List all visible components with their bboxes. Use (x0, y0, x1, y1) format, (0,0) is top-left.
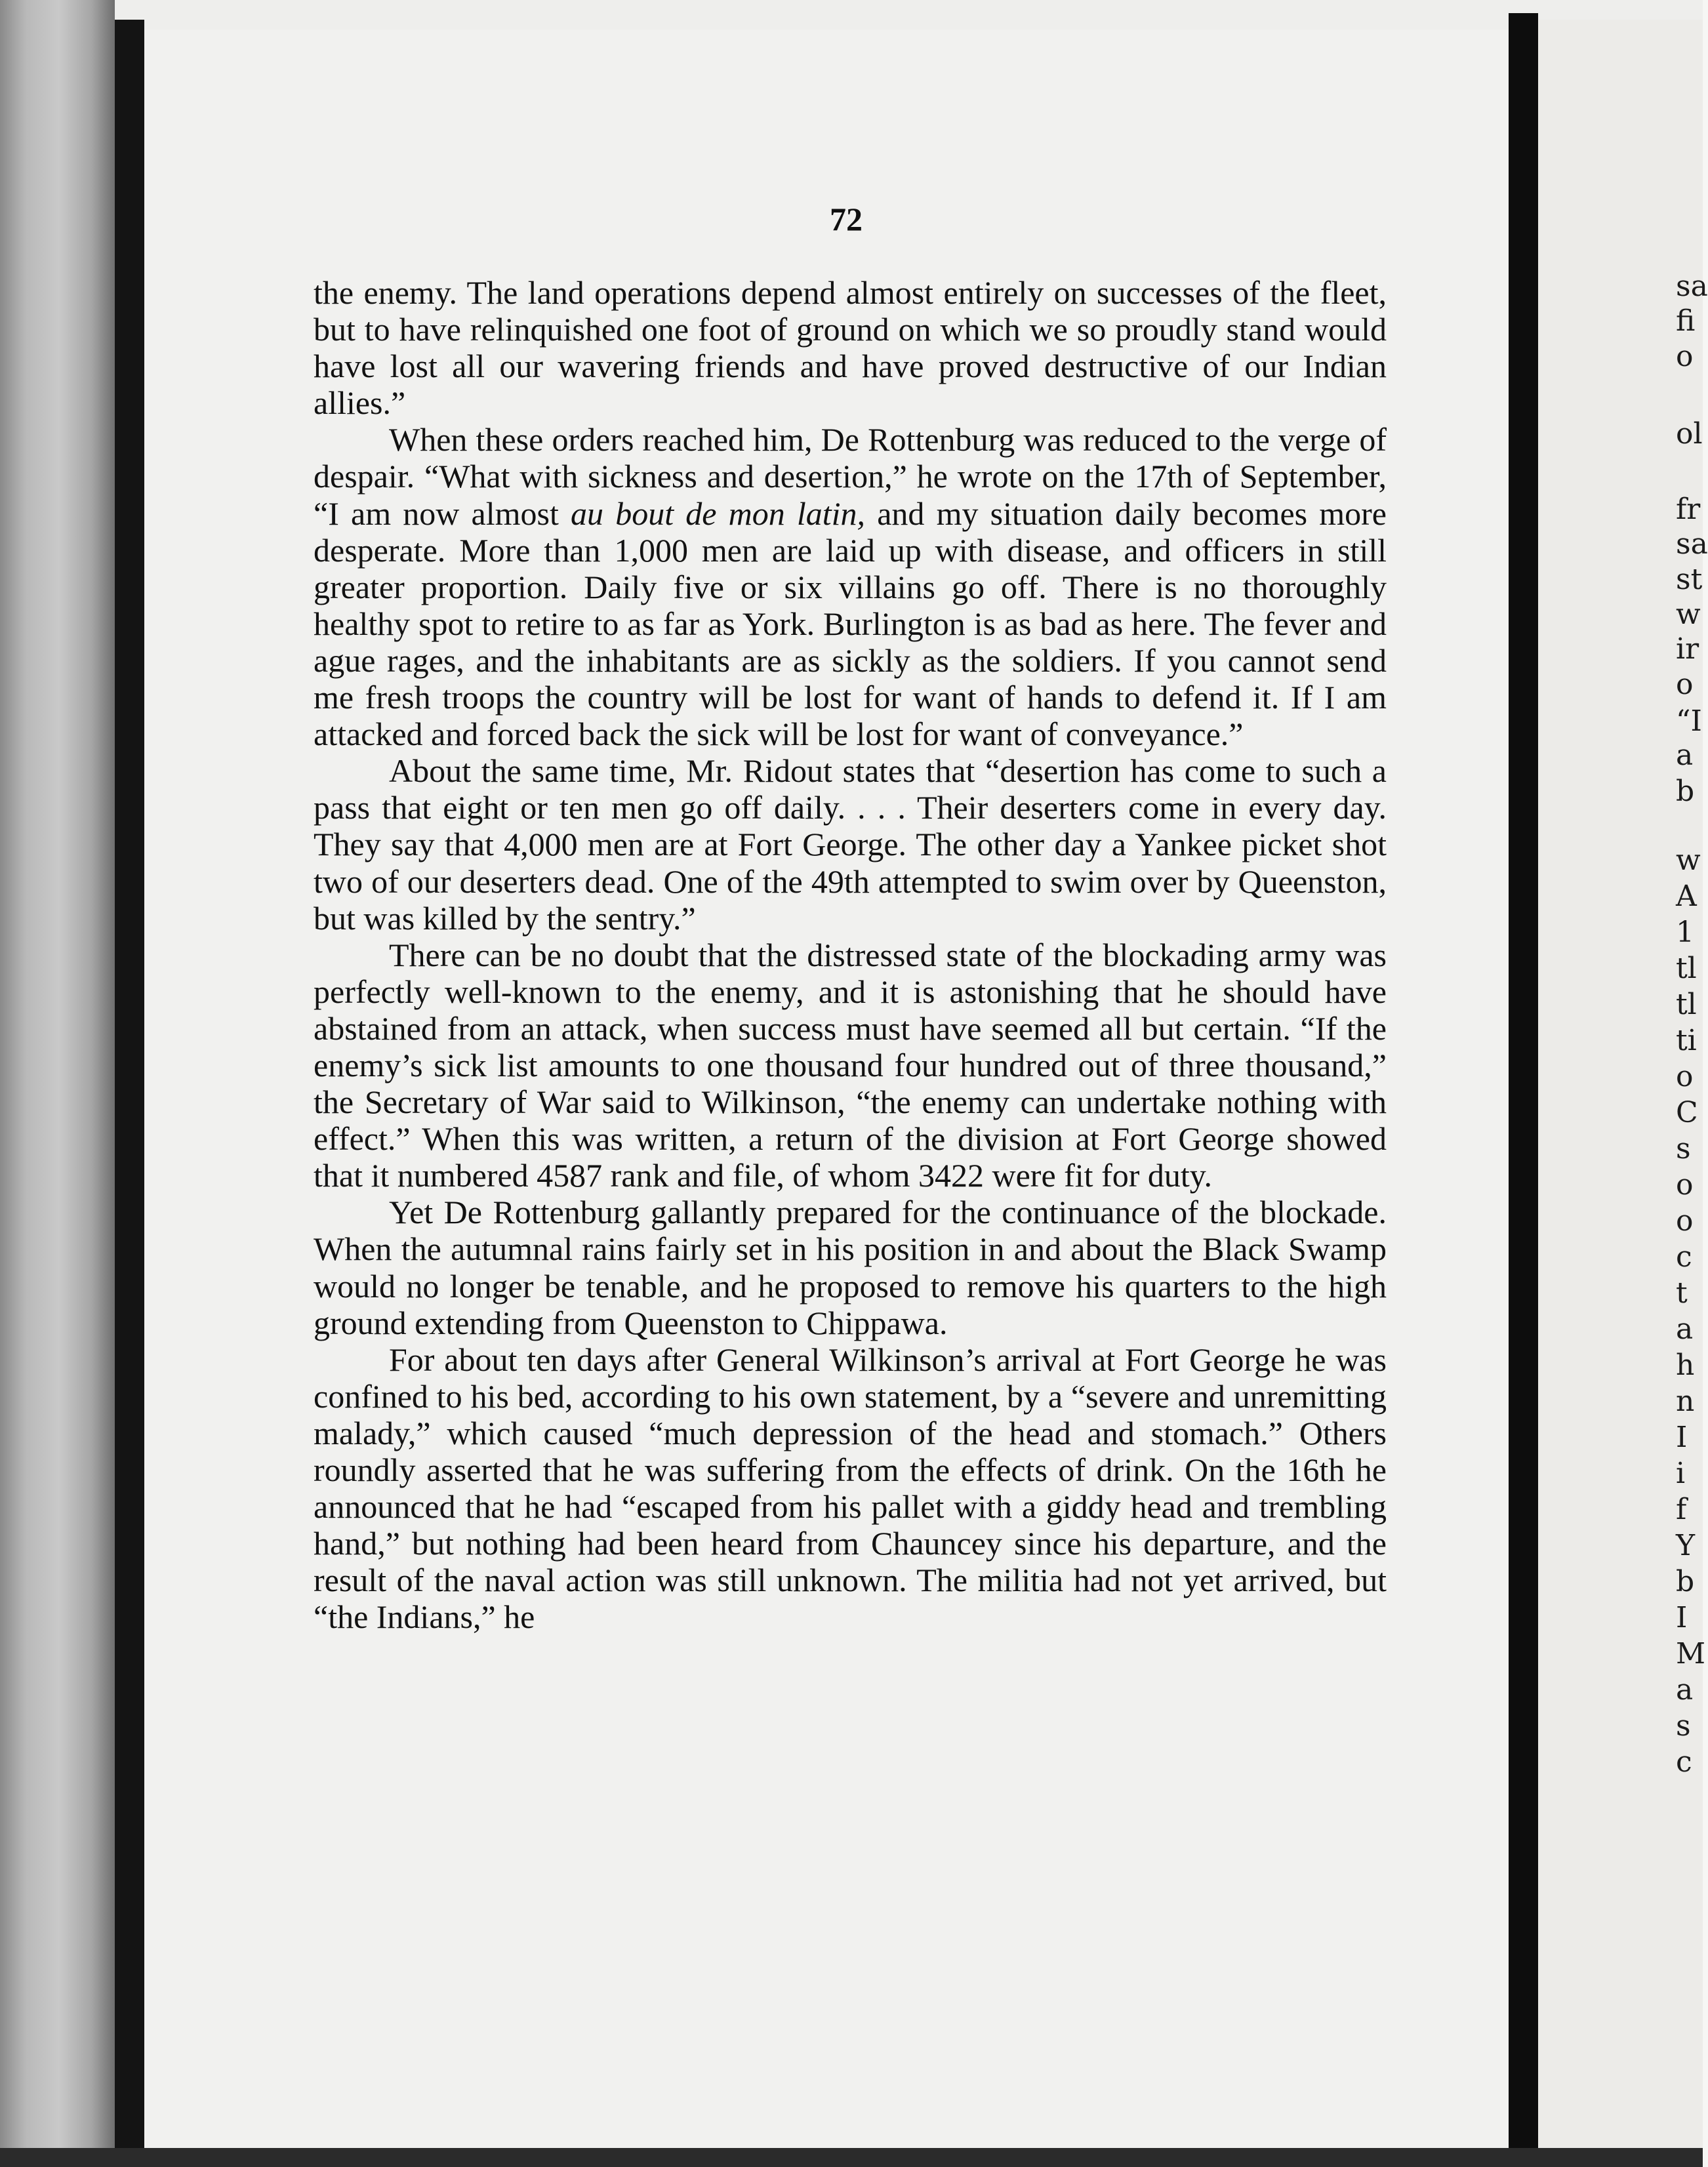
adjacent-page-letter: o (1676, 1060, 1694, 1093)
adjacent-page-letter: b (1676, 775, 1695, 808)
adjacent-page-letter: A (1676, 880, 1697, 913)
paragraph-text: There can be no doubt that the distressed state of the blockading army was perfectly well-known to the enemy, and it is astonishing that he should have abstained from an attack, when success must have seemed all but certain. “If the enemy’s sick list amounts to one thousand four hundred out of three thousand,” the Secretary of War said to Wilkinson, “the enemy can undertake nothing with effect.” When this was written, a return of the division at Fort George showed that it numbered 4587 rank and file, of whom 3422 were fit for duty. (314, 936, 1387, 1194)
paragraph-4 (314, 937, 1387, 1194)
paragraph-text: and my situation daily becomes more desperate. More than 1,000 men are laid up with disease, and officers in still greater proportion. Daily five or six villains go off. There is no thoroughly healthy spot to retire to as far as York. Burlington is as bad as here. The fever and ague rages, and the inhabitants are as sickly as the soldiers. If you cannot send me fresh troops the country will be lost for want of hands to defend it. If I am attacked and forced back the sick will be lost for want of conveyance.” (314, 495, 1387, 753)
adjacent-page-letter: n (1676, 1385, 1695, 1418)
adjacent-page-letter: i (1676, 1457, 1686, 1490)
adjacent-page-letter: sa (1676, 270, 1708, 303)
adjacent-page-letter: tl (1676, 952, 1697, 985)
adjacent-page-letter: tl (1676, 988, 1697, 1021)
adjacent-page-letter: w (1676, 597, 1701, 631)
paragraph-3 (314, 752, 1387, 936)
paragraph-5 (314, 1194, 1387, 1341)
paragraph-text: When these orders reached him, De Rottenburg was reduced to the verge of despair. “What with sickness and desertion,” he wrote on the 17th of September, “I am now almost (314, 421, 1387, 532)
adjacent-page-letter: C (1676, 1096, 1698, 1129)
adjacent-page-letter: s (1676, 1709, 1691, 1743)
paragraph-text: the enemy. The land operations depend almost entirely on successes of the fleet, but to have relinquished one foot of ground on which we so proudly stand would have lost all our wavering friends and have proved destructive of our Indian allies.” (314, 274, 1387, 422)
adjacent-page-letter: o (1676, 1204, 1694, 1238)
paragraph-6 (314, 1341, 1387, 1636)
adjacent-page-letter: st (1676, 563, 1703, 596)
adjacent-page-letter: b (1676, 1565, 1695, 1598)
italic-phrase: au bout de mon latin, (571, 495, 866, 532)
bottom-edge (0, 2148, 1703, 2167)
adjacent-page-letter: Y (1676, 1529, 1696, 1562)
adjacent-page-letter: fi (1676, 304, 1696, 338)
adjacent-page-letter: f (1676, 1493, 1687, 1526)
adjacent-page-letter: a (1676, 1312, 1694, 1346)
adjacent-page-letter: ti (1676, 1024, 1697, 1057)
adjacent-page-letter: I (1676, 1601, 1688, 1634)
adjacent-page-letter: h (1676, 1348, 1695, 1382)
paragraph-1 (314, 274, 1387, 421)
adjacent-page-letter: w (1676, 843, 1701, 877)
adjacent-page-letter: t (1676, 1276, 1688, 1310)
adjacent-page-letter: a (1676, 739, 1694, 772)
adjacent-page-letter: fr (1676, 493, 1701, 526)
book-gutter (1509, 13, 1538, 2158)
adjacent-page-letter: “I (1676, 704, 1702, 738)
paragraph-text: For about ten days after General Wilkinson’s arrival at Fort George he was confined to his bed, according to his own statement, by a “severe and unremitting malady,” which caused “much depression of the head and stomach.” Others roundly asserted that he was suffering from the effects of drink. On the 16th he announced that he had “escaped from his pallet with a giddy head and trembling hand,” but nothing had been heard from Chauncey since his departure, and the result of the naval action was still unknown. The militia had not yet arrived, but “the Indians,” he (314, 1341, 1387, 1636)
adjacent-page-letter: s (1676, 1132, 1691, 1165)
adjacent-page-letter: 1 (1676, 916, 1694, 949)
body-text (314, 274, 1387, 1635)
adjacent-page-letter: o (1676, 668, 1694, 701)
page-number: 72 (830, 201, 863, 237)
adjacent-page-letter: ol (1676, 417, 1703, 451)
adjacent-page (1538, 20, 1706, 2158)
left-page-edge (0, 0, 115, 2167)
adjacent-page-letter: c (1676, 1240, 1692, 1274)
adjacent-page-letter: ir (1676, 632, 1699, 666)
adjacent-page-letter: I (1676, 1421, 1688, 1454)
left-binding-shadow (115, 20, 144, 2151)
adjacent-page-letter: sa (1676, 527, 1708, 561)
paragraph-text: Yet De Rottenburg gallantly prepared for the continuance of the blockade. When the autumnal rains fairly set in his position in and about the Black Swamp would no longer be tenable, and he proposed to remove his quarters to the high ground extending from Queenston to Chippawa. (314, 1194, 1387, 1341)
paragraph-text: About the same time, Mr. Ridout states that “desertion has come to such a pass that eight or ten men go off daily. . . . Their deserters come in every day. They say that 4,000 men are at Fort George. The other day a Yankee picket shot two of our deserters dead. One of the 49th attempted to swim over by Queenston, but was killed by the sentry.” (314, 752, 1387, 937)
adjacent-page-letter: a (1676, 1673, 1694, 1707)
adjacent-page-letter: o (1676, 1168, 1694, 1202)
adjacent-page-letter: o (1676, 340, 1694, 373)
adjacent-page-letter: c (1676, 1745, 1692, 1779)
paragraph-2 (314, 421, 1387, 752)
adjacent-page-letter: M (1676, 1637, 1706, 1671)
